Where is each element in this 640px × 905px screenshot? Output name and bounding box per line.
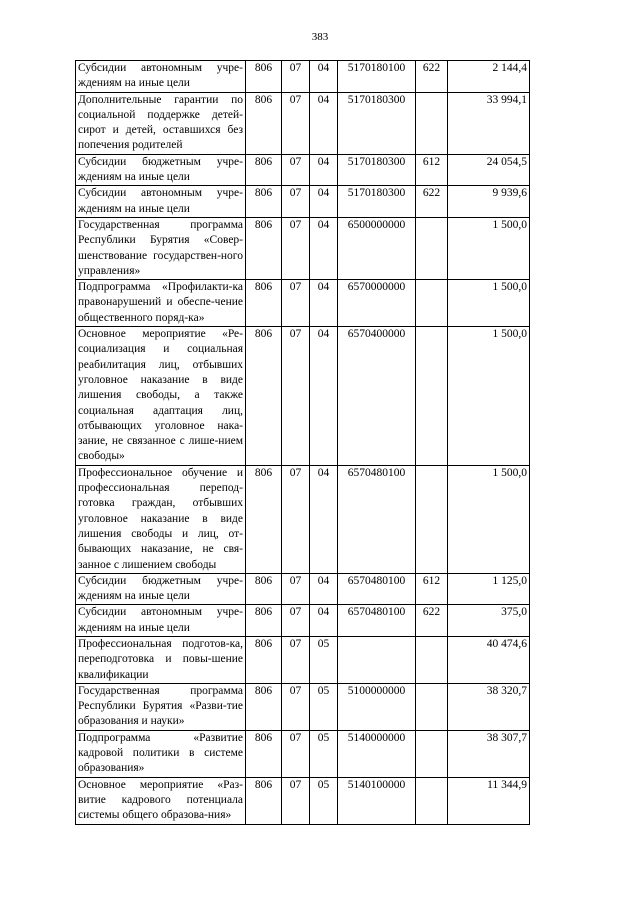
expense-type-cell — [416, 465, 448, 573]
admin-code-cell: 806 — [246, 573, 282, 605]
amount-cell: 38 307,7 — [448, 730, 530, 777]
expense-type-cell: 622 — [416, 61, 448, 93]
table-row — [76, 730, 530, 777]
table-row — [76, 217, 530, 279]
amount-cell: 375,0 — [448, 605, 530, 637]
section-code-cell: 07 — [282, 683, 310, 730]
expense-type-cell — [416, 280, 448, 327]
expense-type-cell: 622 — [416, 605, 448, 637]
expense-type-cell — [416, 683, 448, 730]
amount-cell: 9 939,6 — [448, 186, 530, 218]
section-code-cell: 07 — [282, 605, 310, 637]
admin-code-cell: 806 — [246, 730, 282, 777]
target-code-cell: 5140000000 — [338, 730, 416, 777]
target-code-cell: 5170180300 — [338, 154, 416, 186]
admin-code-cell: 806 — [246, 154, 282, 186]
subsection-code-cell: 05 — [310, 777, 338, 824]
subsection-code-cell: 05 — [310, 683, 338, 730]
table-row — [76, 154, 530, 186]
amount-cell: 40 474,6 — [448, 636, 530, 683]
section-code-cell: 07 — [282, 327, 310, 466]
subsection-code-cell: 04 — [310, 327, 338, 466]
row-name-cell: Государственная программа Республики Бурятия «Разви-тие образования и науки» — [76, 683, 246, 730]
row-name-cell: Профессиональное обучение и профессиональная перепод-готовка граждан, отбывших уголовное наказание в виде лишения свободы и лиц, от-бывающих наказание, не свя-занное с лишением свободы — [76, 465, 246, 573]
table-row — [76, 777, 530, 824]
subsection-code-cell: 04 — [310, 186, 338, 218]
target-code-cell: 6570400000 — [338, 327, 416, 466]
admin-code-cell: 806 — [246, 605, 282, 637]
expense-type-cell — [416, 636, 448, 683]
section-code-cell: 07 — [282, 573, 310, 605]
row-name-cell: Подпрограмма «Профилакти-ка правонарушений и обеспе-чение общественного поряд-ка» — [76, 280, 246, 327]
target-code-cell: 5170180300 — [338, 186, 416, 218]
admin-code-cell: 806 — [246, 636, 282, 683]
amount-cell: 2 144,4 — [448, 61, 530, 93]
expense-type-cell: 612 — [416, 154, 448, 186]
subsection-code-cell: 04 — [310, 573, 338, 605]
expense-type-cell — [416, 777, 448, 824]
admin-code-cell: 806 — [246, 327, 282, 466]
amount-cell: 1 500,0 — [448, 465, 530, 573]
amount-cell: 24 054,5 — [448, 154, 530, 186]
subsection-code-cell: 04 — [310, 465, 338, 573]
section-code-cell: 07 — [282, 217, 310, 279]
section-code-cell: 07 — [282, 154, 310, 186]
amount-cell: 1 500,0 — [448, 327, 530, 466]
table-row — [76, 636, 530, 683]
subsection-code-cell: 04 — [310, 605, 338, 637]
expense-type-cell: 622 — [416, 186, 448, 218]
expense-type-cell — [416, 327, 448, 466]
admin-code-cell: 806 — [246, 217, 282, 279]
row-name-cell: Основное мероприятие «Раз-витие кадрового потенциала системы общего образова-ния» — [76, 777, 246, 824]
table-row — [76, 465, 530, 573]
row-name-cell: Государственная программа Республики Бурятия «Совер-шенствование государствен-ного управления» — [76, 217, 246, 279]
section-code-cell: 07 — [282, 465, 310, 573]
amount-cell: 1 125,0 — [448, 573, 530, 605]
section-code-cell: 07 — [282, 730, 310, 777]
target-code-cell: 5100000000 — [338, 683, 416, 730]
amount-cell: 33 994,1 — [448, 92, 530, 154]
budget-table — [75, 60, 530, 825]
row-name-cell: Субсидии бюджетным учре-ждениям на иные цели — [76, 573, 246, 605]
table-row — [76, 683, 530, 730]
target-code-cell: 6570000000 — [338, 280, 416, 327]
row-name-cell: Подпрограмма «Развитие кадровой политики в системе образования» — [76, 730, 246, 777]
subsection-code-cell: 05 — [310, 730, 338, 777]
table-row — [76, 327, 530, 466]
row-name-cell: Основное мероприятие «Ре-социализация и социальная реабилитация лиц, отбывших уголовное наказание в виде лишения свободы, а также социальная адаптация лиц, отбывающих уголовное нака-зание, не связанное с лише-нием свободы» — [76, 327, 246, 466]
table-row — [76, 186, 530, 218]
expense-type-cell — [416, 217, 448, 279]
table-row — [76, 92, 530, 154]
amount-cell: 11 344,9 — [448, 777, 530, 824]
section-code-cell: 07 — [282, 280, 310, 327]
admin-code-cell: 806 — [246, 186, 282, 218]
section-code-cell: 07 — [282, 777, 310, 824]
amount-cell: 38 320,7 — [448, 683, 530, 730]
budget-table-body — [76, 61, 530, 825]
admin-code-cell: 806 — [246, 280, 282, 327]
target-code-cell: 5140100000 — [338, 777, 416, 824]
target-code-cell: 6500000000 — [338, 217, 416, 279]
subsection-code-cell: 04 — [310, 217, 338, 279]
row-name-cell: Дополнительные гарантии по социальной поддержке детей-сирот и детей, оставшихся без попечения родителей — [76, 92, 246, 154]
expense-type-cell — [416, 730, 448, 777]
subsection-code-cell: 05 — [310, 636, 338, 683]
target-code-cell: 6570480100 — [338, 605, 416, 637]
section-code-cell: 07 — [282, 61, 310, 93]
amount-cell: 1 500,0 — [448, 280, 530, 327]
row-name-cell: Субсидии автономным учре-ждениям на иные цели — [76, 61, 246, 93]
section-code-cell: 07 — [282, 636, 310, 683]
table-row — [76, 605, 530, 637]
target-code-cell: 6570480100 — [338, 465, 416, 573]
target-code-cell: 5170180100 — [338, 61, 416, 93]
page-number: 383 — [311, 31, 329, 43]
admin-code-cell: 806 — [246, 777, 282, 824]
row-name-cell: Субсидии бюджетным учре-ждениям на иные цели — [76, 154, 246, 186]
table-row — [76, 61, 530, 93]
subsection-code-cell: 04 — [310, 280, 338, 327]
expense-type-cell: 612 — [416, 573, 448, 605]
row-name-cell: Субсидии автономным учре-ждениям на иные цели — [76, 605, 246, 637]
amount-cell: 1 500,0 — [448, 217, 530, 279]
target-code-cell: 6570480100 — [338, 573, 416, 605]
section-code-cell: 07 — [282, 92, 310, 154]
admin-code-cell: 806 — [246, 61, 282, 93]
section-code-cell: 07 — [282, 186, 310, 218]
subsection-code-cell: 04 — [310, 92, 338, 154]
subsection-code-cell: 04 — [310, 61, 338, 93]
table-row — [76, 573, 530, 605]
row-name-cell: Профессиональная подготов-ка, переподготовка и повы-шение квалификации — [76, 636, 246, 683]
table-row — [76, 280, 530, 327]
subsection-code-cell: 04 — [310, 154, 338, 186]
admin-code-cell: 806 — [246, 92, 282, 154]
target-code-cell: 5170180300 — [338, 92, 416, 154]
admin-code-cell: 806 — [246, 683, 282, 730]
target-code-cell — [338, 636, 416, 683]
admin-code-cell: 806 — [246, 465, 282, 573]
expense-type-cell — [416, 92, 448, 154]
row-name-cell: Субсидии автономным учре-ждениям на иные цели — [76, 186, 246, 218]
